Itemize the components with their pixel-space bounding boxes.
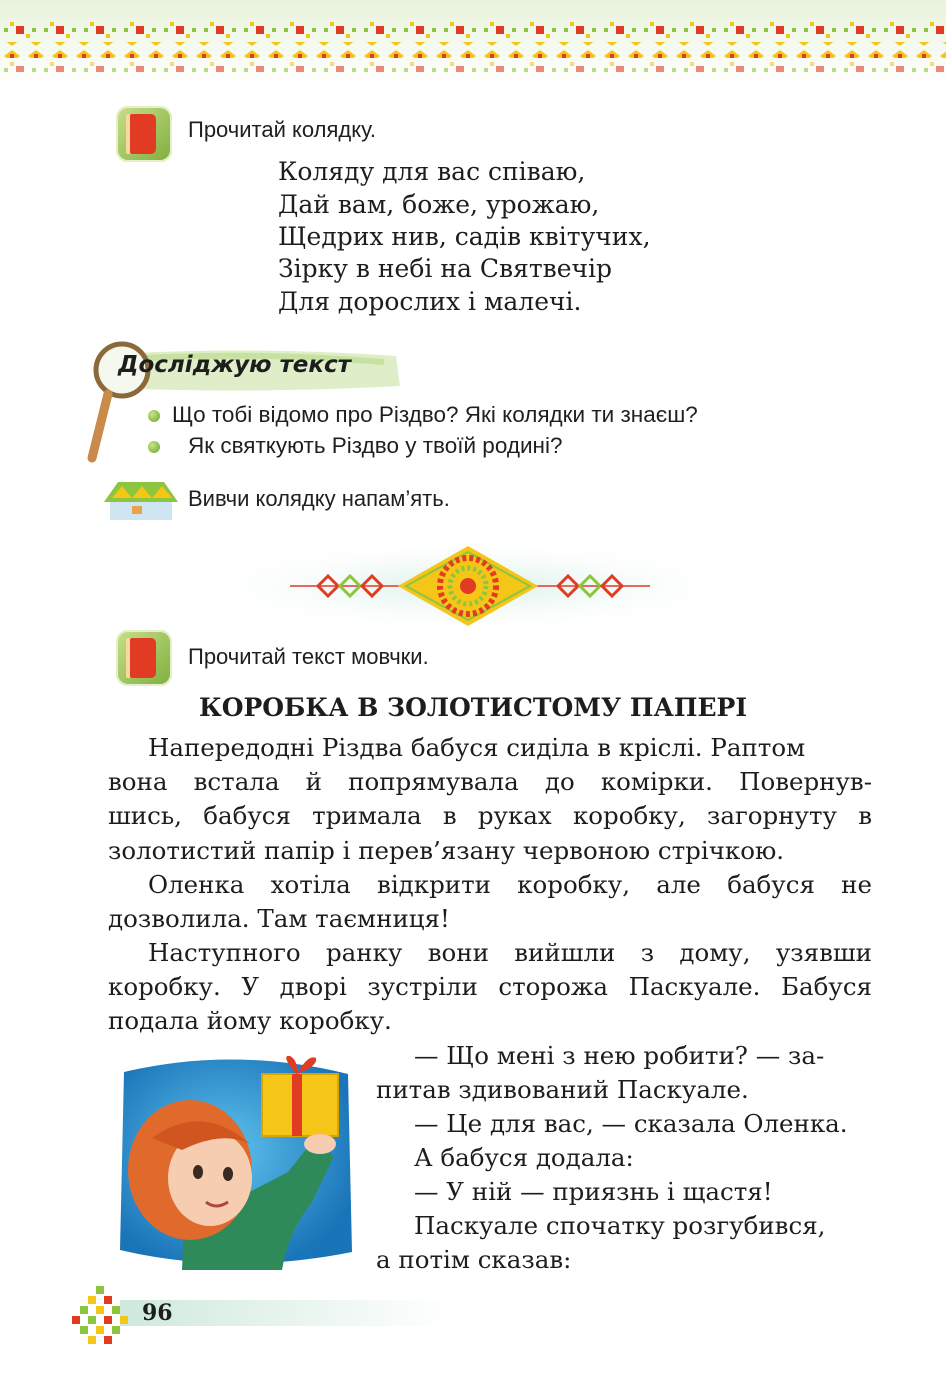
question-item: Що тобі відомо про Різдво? Які колядки ти знаєш? xyxy=(172,402,698,427)
story-line: — Це для вас, — сказала Оленка. xyxy=(414,1109,848,1138)
page-number: 96 xyxy=(142,1300,173,1326)
house-icon xyxy=(102,476,180,522)
story-line: Оленка хотіла відкрити коробку, але бабуся не xyxy=(148,870,872,899)
story-line: А бабуся додала: xyxy=(414,1143,634,1172)
girl-with-gift-illustration xyxy=(112,1052,356,1270)
story-line: коробку. У дворі зустріли сторожа Паскуале. Бабуся xyxy=(108,972,872,1001)
poem-line: Щедрих нив, садів квітучих, xyxy=(278,222,651,251)
poem-line: Для дорослих і малечі. xyxy=(278,287,582,316)
poem-line: Дай вам, боже, урожаю, xyxy=(278,190,600,219)
book-icon xyxy=(116,630,172,686)
section-heading-explore: Досліджую текст xyxy=(118,352,351,378)
story-line: Наступного ранку вони вийшли з дому, узявши xyxy=(148,938,872,967)
folk-ornament-divider xyxy=(230,540,710,632)
book-icon xyxy=(116,106,172,162)
story-line: шись, бабуся тримала в руках коробку, загорнуту в xyxy=(108,801,872,830)
question-item: Як святкують Різдво у твоїй родині? xyxy=(188,433,563,458)
instruction-read-silently: Прочитай текст мовчки. xyxy=(188,644,429,669)
story-line: вона встала й попрямувала до комірки. Повернув- xyxy=(108,767,872,796)
story-line: — У ній — приязнь і щастя! xyxy=(414,1177,773,1206)
top-ornament-border xyxy=(0,0,946,86)
instruction-learn-by-heart: Вивчи колядку напам’ять. xyxy=(188,486,450,511)
bullet-dot xyxy=(148,410,160,422)
footer-ornament xyxy=(70,1280,450,1350)
story-line: подала йому коробку. xyxy=(108,1006,392,1035)
story-line: — Що мені з нею робити? — за- xyxy=(414,1041,825,1070)
poem-line: Зірку в небі на Святвечір xyxy=(278,254,613,283)
story-line: дозволила. Там таємниця! xyxy=(108,904,450,933)
story-line: питав здивований Паскуале. xyxy=(376,1075,749,1104)
story-line: Паскуале спочатку розгубився, xyxy=(414,1211,826,1240)
story-line: Напередодні Різдва бабуся сиділа в кріслі. Раптом xyxy=(148,733,806,762)
instruction-read-carol: Прочитай колядку. xyxy=(188,117,377,142)
story-line: золотистий папір і перев’язану червоною стрічкою. xyxy=(108,836,785,865)
poem-line: Коляду для вас співаю, xyxy=(278,157,586,186)
story-title: КОРОБКА В ЗОЛОТИСТОМУ ПАПЕРІ xyxy=(198,693,748,722)
story-line: а потім сказав: xyxy=(376,1245,572,1274)
bullet-dot xyxy=(148,441,160,453)
